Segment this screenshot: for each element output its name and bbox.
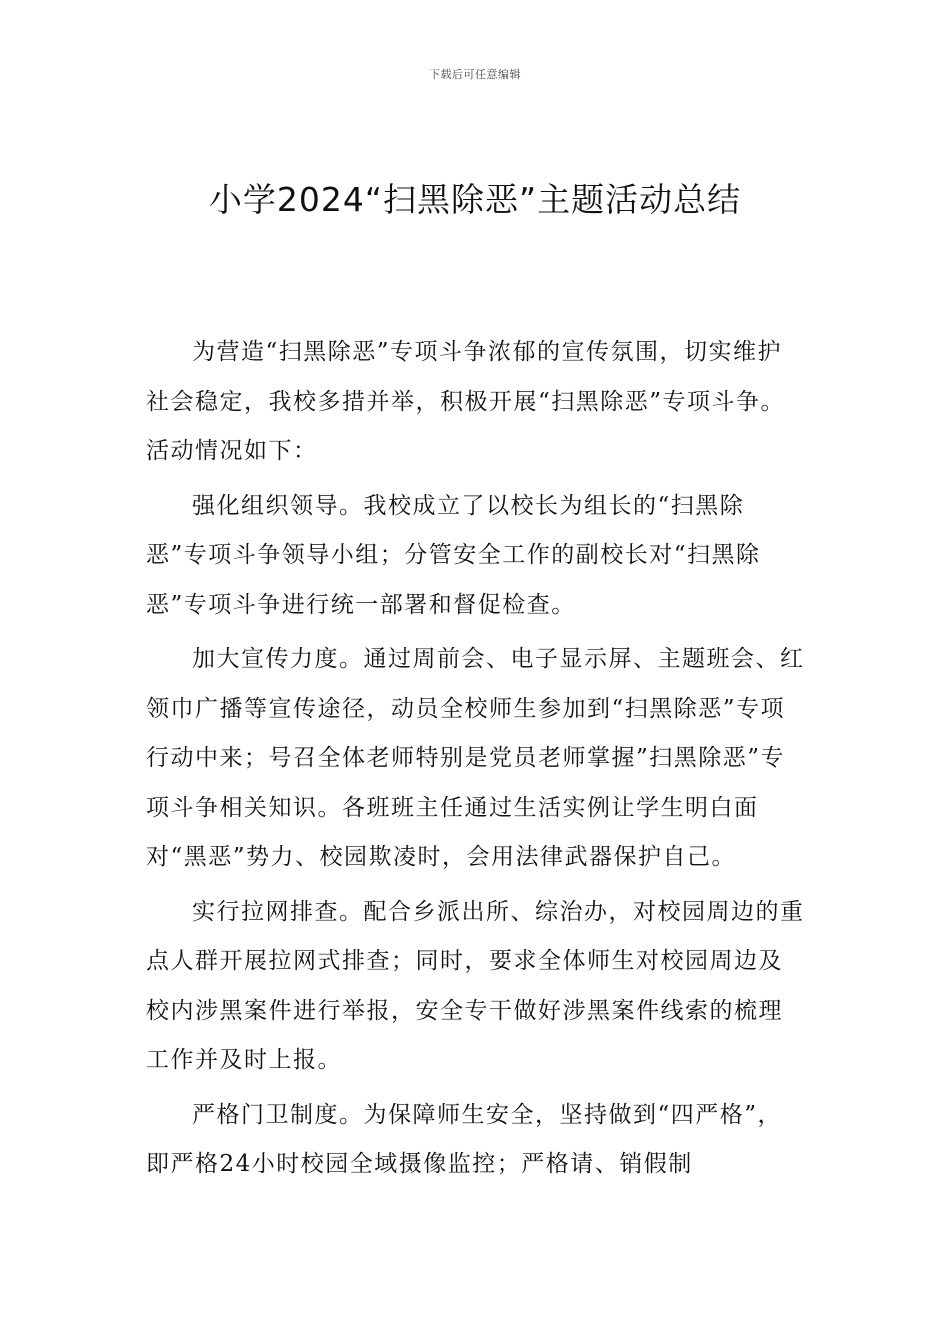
paragraph-inspection: 实行拉网排查。配合乡派出所、综治办，对校园周边的重点人群开展拉网式排查；同时，要求全体师生对校园周边及校内涉黑案件进行举报，安全专干做好涉黑案件线索的梳理工作并及时上报。 [146, 898, 805, 1073]
header-note: 下载后可任意编辑 [429, 68, 521, 81]
paragraph-intro: 为营造“扫黑除恶”专项斗争浓郁的宣传氛围，切实维护社会稳定，我校多措并举，积极开展“扫黑除恶”专项斗争。活动情况如下： [146, 339, 786, 464]
paragraph-gate-system: 严格门卫制度。为保障师生安全，坚持做到“四严格”，即严格24小时校园全域摄像监控；严格请、销假制 [146, 1101, 783, 1177]
paragraph-publicity: 加大宣传力度。通过周前会、电子显示屏、主题班会、红领巾广播等宣传途径，动员全校师生参加到“扫黑除恶”专项行动中来；号召全体老师特别是党员老师掌握”扫黑除恶”专项斗争相关知识。各班班主任通过生活实例让学生明白面对“黑恶”势力、校园欺凌时，会用法律武器保护自己。 [146, 646, 805, 870]
document-body [146, 328, 806, 1195]
paragraph-organization: 强化组织领导。我校成立了以校长为组长的“扫黑除恶”专项斗争领导小组；分管安全工作的副校长对“扫黑除恶”专项斗争进行统一部署和督促检查。 [146, 492, 761, 618]
document-title: 小学2024“扫黑除恶”主题活动总结 [208, 180, 742, 219]
